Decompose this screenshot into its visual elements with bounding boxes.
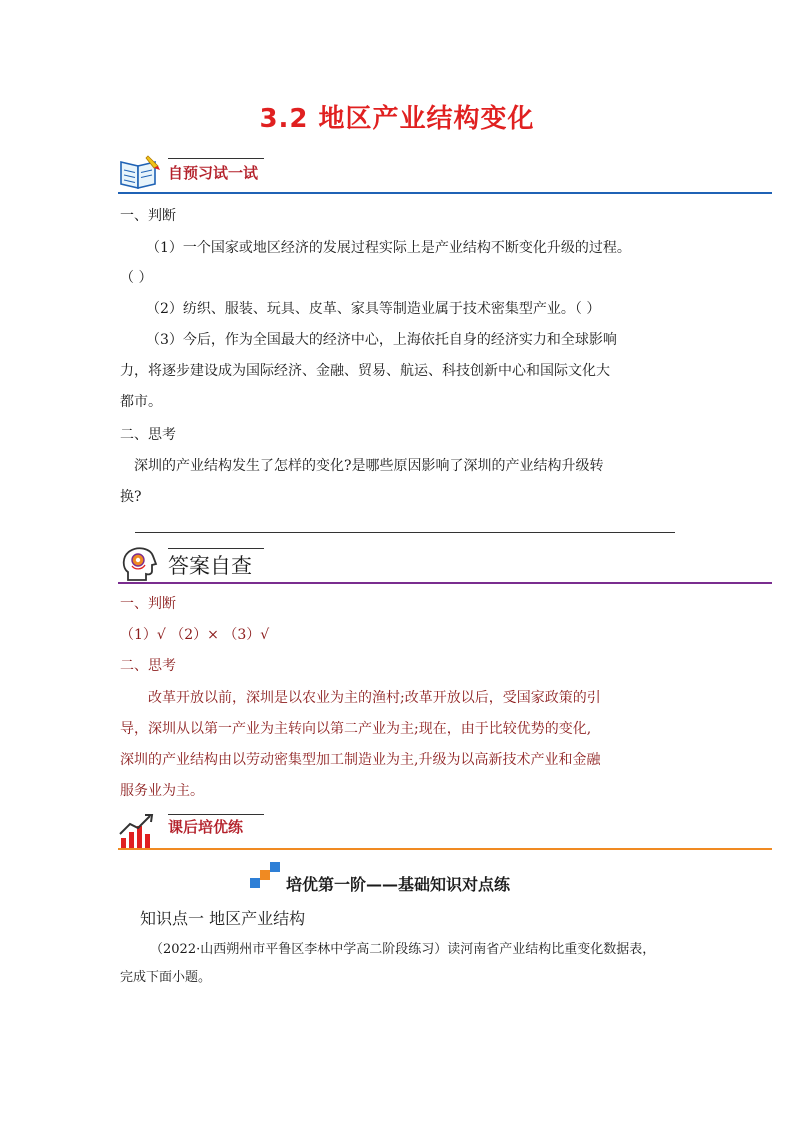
- answer-judge-heading: 一、判断: [120, 596, 176, 612]
- exercise-intro-line-2: 完成下面小题。: [120, 970, 212, 985]
- answer-line-2: 导，深圳从以第一产业为主转向以第二产业为主;现在，由于比较优势的变化,: [120, 721, 592, 737]
- preview-section-header: [118, 152, 772, 196]
- answer-judge-results: （1）√ （2）× （3）√: [120, 627, 270, 643]
- answer-line-4: 服务业为主。: [120, 783, 204, 799]
- practice-header-label: 课后培优练: [168, 818, 244, 836]
- tier-title: 培优第一阶——基础知识对点练: [286, 875, 511, 894]
- answer-think-heading: 二、思考: [120, 658, 176, 674]
- answer-line-3: 深圳的产业结构由以劳动密集型加工制造业为主,升级为以高新技术产业和金融: [120, 752, 601, 768]
- preview-section-rule: [118, 192, 772, 194]
- question-2: （2）纺织、服装、玩具、皮革、家具等制造业属于技术密集型产业。（ ）: [146, 301, 601, 317]
- question-3-line-1: （3）今后，作为全国最大的经济中心，上海依托自身的经济实力和全球影响: [146, 332, 617, 348]
- question-1-line-1: （1）一个国家或地区经济的发展过程实际上是产业结构不断变化升级的过程。: [146, 240, 631, 256]
- question-3-line-3: 都市。: [120, 394, 162, 410]
- header-decor-line: [168, 548, 264, 549]
- question-1-line-2: （ ）: [120, 270, 153, 286]
- header-decor-line: [168, 158, 264, 159]
- header-decor-line: [168, 814, 264, 815]
- steps-icon: [250, 862, 284, 888]
- book-icon: [118, 152, 162, 192]
- page-title: 3.2 地区产业结构变化: [259, 104, 535, 134]
- knowledge-point-title: 知识点一 地区产业结构: [140, 909, 306, 928]
- answers-section-rule: [118, 582, 772, 584]
- think-line-2: 换?: [120, 489, 142, 505]
- answers-header-label: 答案自查: [168, 554, 252, 578]
- practice-section-rule: [118, 848, 772, 850]
- preview-header-label: 自预习试一试: [168, 164, 259, 182]
- answers-section-header: [118, 544, 772, 588]
- answer-divider: [135, 532, 675, 533]
- answer-line-1: 改革开放以前，深圳是以农业为主的渔村;改革开放以后，受国家政策的引: [148, 690, 601, 706]
- question-3-line-2: 力，将逐步建设成为国际经济、金融、贸易、航运、科技创新中心和国际文化大: [120, 363, 610, 379]
- head-gear-icon: [118, 544, 162, 584]
- think-line-1: 深圳的产业结构发生了怎样的变化?是哪些原因影响了深圳的产业结构升级转: [134, 458, 604, 474]
- growth-chart-icon: [118, 812, 162, 852]
- exercise-intro-line-1: （2022·山西朔州市平鲁区李林中学高二阶段练习）读河南省产业结构比重变化数据表，: [150, 942, 656, 957]
- judge-heading: 一、判断: [120, 208, 176, 224]
- think-heading: 二、思考: [120, 427, 176, 443]
- practice-section-header: [118, 812, 772, 856]
